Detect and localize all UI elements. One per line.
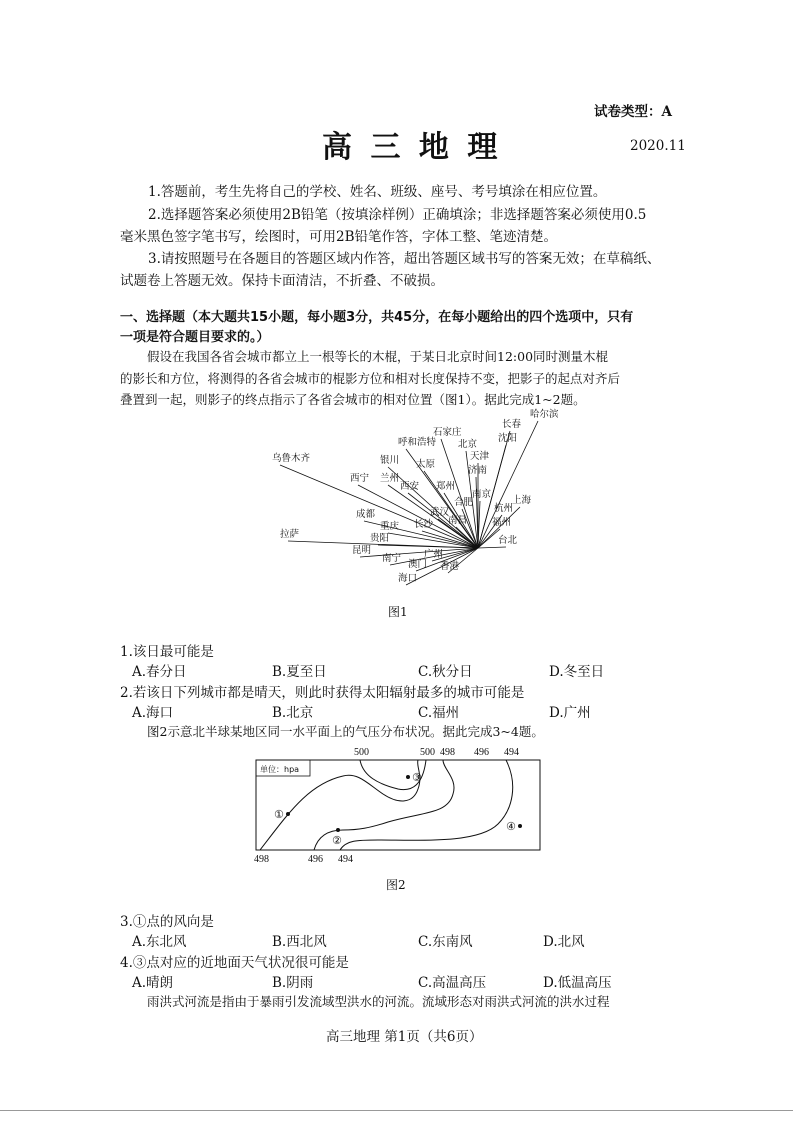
point-4-label: ④ [506,820,516,833]
page-title: 高 三 地 理 [322,130,502,165]
city-label: 杭州 [494,503,514,514]
q1-stem: 1.该日最可能是 [120,644,214,660]
top-label-496: 496 [474,747,489,758]
city-label: 兰州 [380,473,400,484]
city-label: 西宁 [350,473,370,484]
point-3-dot [406,775,410,779]
city-label: 西安 [400,481,420,492]
intro-line-3: 叠置到一起，则影子的终点指示了各省会城市的相对位置（图1）。据此完成1~2题。 [120,392,586,407]
q2-option-d[interactable]: D.广州 [549,705,591,721]
city-label: 澳门 [408,559,428,570]
q4-option-b[interactable]: B.阴雨 [272,975,314,991]
q3-option-b[interactable]: B.西北风 [272,934,327,950]
section-heading-line1: 一、选择题（本大题共15小题，每小题3分，共45分，在每小题给出的四个选项中，只有 [120,310,634,325]
city-label: 香港 [440,561,460,572]
bottom-label-494: 494 [338,854,353,865]
city-label: 济南 [468,465,488,476]
point-2-dot [336,828,340,832]
exam-date: 2020.11 [630,138,686,154]
bottom-label-496: 496 [308,854,323,865]
figure-2-isobar-map [248,744,548,866]
q4-option-c[interactable]: C.高温高压 [418,975,487,991]
instruction-3-cont: 试题卷上答题无效。保持卡面清洁，不折叠、不破损。 [120,273,444,289]
point-1-dot [286,812,290,816]
city-label: 台北 [498,535,518,546]
city-label: 乌鲁木齐 [272,453,311,464]
figure-1-shadow-diagram [240,405,560,595]
q3-stem: 3.①点的风向是 [120,914,214,930]
section-heading-line2: 一项是符合题目要求的。） [120,330,270,345]
instruction-2-cont: 毫米黑色签字笔书写，绘图时，可用2B铅笔作答，字体工整、笔迹清楚。 [120,229,558,245]
city-label: 拉萨 [280,529,300,540]
top-label-500a: 500 [354,747,369,758]
city-label: 郑州 [436,481,456,492]
bottom-rule [0,1110,793,1111]
city-label: 成都 [356,509,376,520]
q1-option-b[interactable]: B.夏至日 [272,664,327,680]
top-label-494: 494 [504,747,519,758]
city-label: 哈尔滨 [530,409,559,420]
isobar-494 [340,760,513,850]
top-label-500b: 500 [420,747,435,758]
figure-1-caption: 图1 [388,605,408,619]
q1-option-d[interactable]: D.冬至日 [549,664,605,680]
page-footer: 高三地理 第1页（共6页） [326,1029,483,1045]
city-label: 呼和浩特 [398,437,437,448]
city-label: 太原 [416,459,436,470]
city-label: 银川 [380,455,400,466]
city-label: 武汉 [430,507,450,518]
city-label: 上海 [512,495,532,506]
city-label: 南京 [472,489,492,500]
city-label: 贵阳 [370,533,390,544]
paper-type: 试卷类型：A [594,104,672,120]
city-label: 长沙 [414,519,434,530]
q2-stem: 2.若该日下列城市都是晴天，则此时获得太阳辐射最多的城市可能是 [120,685,525,701]
shadow-line [478,547,506,548]
q1-option-c[interactable]: C.秋分日 [418,664,473,680]
city-label: 天津 [470,451,490,462]
point-1-label: ① [274,808,284,821]
intro-line-1: 假设在我国各省会城市都立上一根等长的木棍，于某日北京时间12:00同时测量木棍 [147,349,609,364]
point-3-label: ③ [412,771,422,784]
unit-label: 单位：hpa [260,765,300,774]
figure-2-caption: 图2 [386,878,406,892]
q4-stem: 4.③点对应的近地面天气状况很可能是 [120,955,349,971]
q2-option-c[interactable]: C.福州 [418,705,460,721]
city-label: 重庆 [380,521,400,532]
q2-option-a[interactable]: A.海口 [132,705,174,721]
instruction-2: 2.选择题答案必须使用2B铅笔（按填涂样例）正确填涂；非选择题答案必须使用0.5 [148,207,647,223]
passage-line: 雨洪式河流是指由于暴雨引发流域型洪水的河流。流域形态对雨洪式河流的洪水过程 [147,994,610,1009]
point-2-label: ② [332,834,342,847]
city-label: 福州 [492,517,512,528]
shadow-line [360,548,478,557]
city-label: 石家庄 [433,427,462,438]
instruction-1: 1.答题前，考生先将自己的学校、姓名、班级、座号、考号填涂在相应位置。 [148,184,607,200]
q2-option-b[interactable]: B.北京 [272,705,314,721]
q4-option-d[interactable]: D.低温高压 [543,975,612,991]
bottom-label-498: 498 [254,854,269,865]
intro-line-2: 的影长和方位，将测得的各省会城市的棍影方位和相对长度保持不变，把影子的起点对齐后 [120,371,621,386]
city-label: 昆明 [352,545,372,556]
city-label: 广州 [424,549,444,560]
city-label: 南昌 [448,515,468,526]
figure-2-intro: 图2示意北半球某地区同一水平面上的气压分布状况。据此完成3~4题。 [147,724,544,739]
point-4-dot [518,824,522,828]
q3-option-c[interactable]: C.东南风 [418,934,473,950]
city-label: 长春 [502,419,522,430]
city-label: 合肥 [454,497,474,508]
city-label: 南宁 [382,553,402,564]
instruction-3: 3.请按照题号在各题目的答题区域内作答，超出答题区域书写的答案无效；在草稿纸、 [148,251,661,267]
shadow-line [478,529,500,548]
top-label-498: 498 [440,747,455,758]
q1-option-a[interactable]: A.春分日 [132,664,187,680]
city-label: 北京 [458,439,478,450]
q3-option-a[interactable]: A.东北风 [132,934,187,950]
q4-option-a[interactable]: A.晴朗 [132,975,174,991]
city-label: 海口 [398,573,418,584]
q3-option-d[interactable]: D.北风 [543,934,585,950]
city-label: 沈阳 [498,433,518,444]
